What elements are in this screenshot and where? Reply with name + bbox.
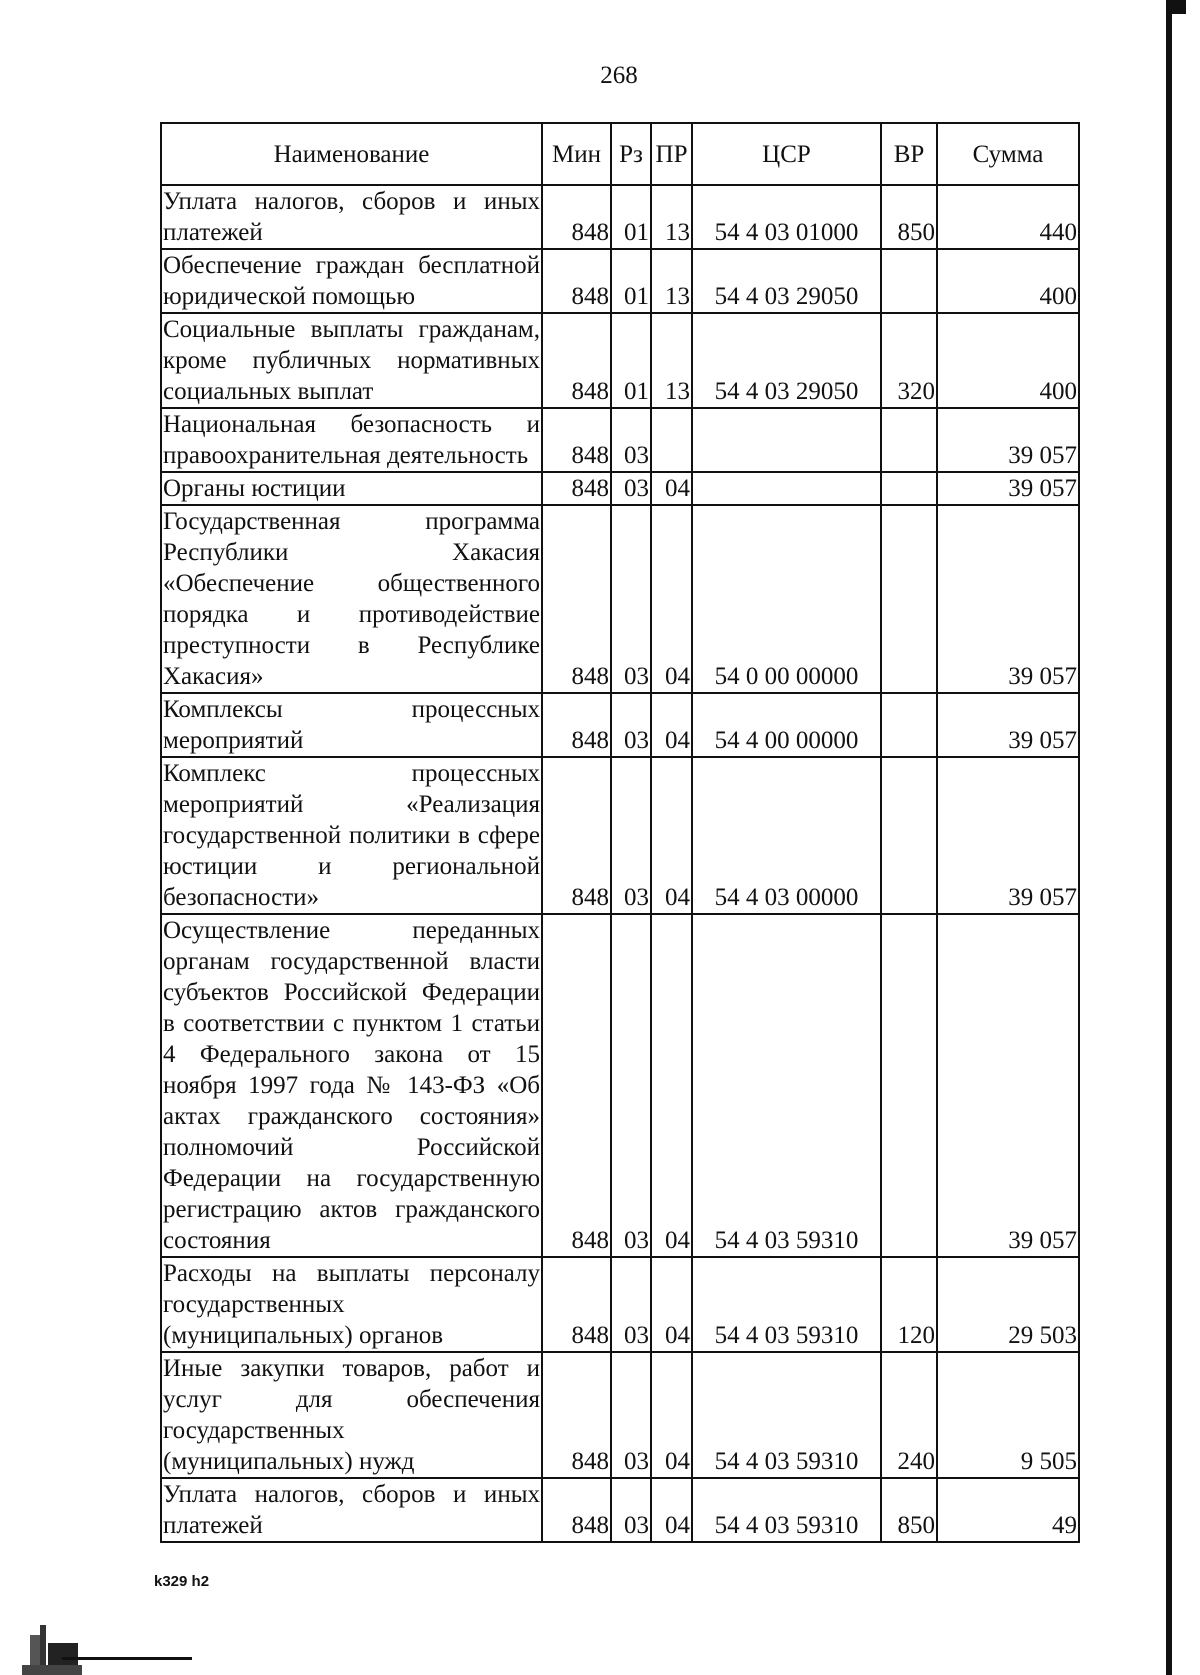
table-row xyxy=(161,1352,1079,1478)
row-rz: 03 xyxy=(611,693,651,757)
row-sum: 39 057 xyxy=(937,693,1079,757)
table-row xyxy=(161,914,1079,1257)
row-csr: 54 4 03 59310 xyxy=(692,1478,881,1542)
row-name: Иные закупки товаров, работ и услуг для обеспечения государственных (муниципальных) нужд xyxy=(161,1352,542,1478)
row-sum: 29 503 xyxy=(937,1257,1079,1352)
row-vr xyxy=(881,914,937,1257)
row-csr: 54 4 03 59310 xyxy=(692,1352,881,1478)
row-pr: 04 xyxy=(651,693,692,757)
table-row xyxy=(161,1257,1079,1352)
row-vr xyxy=(881,757,937,914)
row-csr xyxy=(692,472,881,505)
row-sum: 39 057 xyxy=(937,408,1079,472)
header-name: Наименование xyxy=(161,123,542,185)
row-pr: 13 xyxy=(651,185,692,249)
row-vr xyxy=(881,693,937,757)
row-pr: 04 xyxy=(651,505,692,693)
table-row xyxy=(161,249,1079,313)
row-name: Уплата налогов, сборов и иных платежей xyxy=(161,1478,542,1542)
row-rz: 03 xyxy=(611,1257,651,1352)
row-min: 848 xyxy=(542,408,611,472)
row-name: Национальная безопасность и правоохранительная деятельность xyxy=(161,408,542,472)
row-name: Социальные выплаты гражданам, кроме публичных нормативных социальных выплат xyxy=(161,313,542,408)
table-row xyxy=(161,472,1079,505)
row-vr xyxy=(881,249,937,313)
row-min: 848 xyxy=(542,1478,611,1542)
table-row xyxy=(161,408,1079,472)
row-vr xyxy=(881,472,937,505)
row-name: Органы юстиции xyxy=(161,472,542,505)
row-pr: 04 xyxy=(651,757,692,914)
row-sum: 39 057 xyxy=(937,757,1079,914)
row-name: Государственная программа Республики Хакасия «Обеспечение общественного порядка и противодействие преступности в Республике Хакасия» xyxy=(161,505,542,693)
row-pr: 04 xyxy=(651,1352,692,1478)
row-rz: 03 xyxy=(611,505,651,693)
row-csr: 54 4 03 00000 xyxy=(692,757,881,914)
table-row xyxy=(161,1478,1079,1542)
row-sum: 39 057 xyxy=(937,505,1079,693)
budget-table xyxy=(160,122,1080,1543)
scan-edge-cap xyxy=(1166,0,1186,14)
row-vr: 120 xyxy=(881,1257,937,1352)
row-vr xyxy=(881,505,937,693)
row-rz: 01 xyxy=(611,313,651,408)
row-rz: 03 xyxy=(611,472,651,505)
row-min: 848 xyxy=(542,472,611,505)
row-sum: 39 057 xyxy=(937,914,1079,1257)
row-pr: 04 xyxy=(651,1257,692,1352)
row-min: 848 xyxy=(542,505,611,693)
header-min: Мин xyxy=(542,123,611,185)
row-min: 848 xyxy=(542,313,611,408)
header-pr: ПР xyxy=(651,123,692,185)
header-rz: Рз xyxy=(611,123,651,185)
row-rz: 03 xyxy=(611,914,651,1257)
row-pr: 13 xyxy=(651,249,692,313)
row-name: Уплата налогов, сборов и иных платежей xyxy=(161,185,542,249)
row-name: Осуществление переданных органам государственной власти субъектов Российской Федерации в соответствии с пунктом 1 статьи 4 Федерального закона от 15 ноября 1997 года № 143-ФЗ «Об актах гражданского состояния» полномочий Российской Федерации на государственную регистрацию актов гражданского состояния xyxy=(161,914,542,1257)
row-min: 848 xyxy=(542,757,611,914)
row-vr: 850 xyxy=(881,1478,937,1542)
row-csr: 54 0 00 00000 xyxy=(692,505,881,693)
header-csr: ЦСР xyxy=(692,123,881,185)
row-vr: 320 xyxy=(881,313,937,408)
document-code: k329 h2 xyxy=(154,1573,210,1590)
row-min: 848 xyxy=(542,249,611,313)
row-rz: 01 xyxy=(611,185,651,249)
table-row xyxy=(161,313,1079,408)
row-vr xyxy=(881,408,937,472)
row-min: 848 xyxy=(542,1257,611,1352)
row-min: 848 xyxy=(542,185,611,249)
row-pr xyxy=(651,408,692,472)
row-vr: 850 xyxy=(881,185,937,249)
row-sum: 49 xyxy=(937,1478,1079,1542)
row-sum: 9 505 xyxy=(937,1352,1079,1478)
scan-edge-bar xyxy=(1166,0,1172,1675)
row-rz: 03 xyxy=(611,408,651,472)
table-row xyxy=(161,693,1079,757)
row-pr: 04 xyxy=(651,472,692,505)
row-min: 848 xyxy=(542,693,611,757)
table-row xyxy=(161,505,1079,693)
row-name: Обеспечение граждан бесплатной юридической помощью xyxy=(161,249,542,313)
row-csr: 54 4 03 29050 xyxy=(692,313,881,408)
row-rz: 03 xyxy=(611,1478,651,1542)
row-csr: 54 4 03 59310 xyxy=(692,914,881,1257)
header-vr: ВР xyxy=(881,123,937,185)
row-min: 848 xyxy=(542,914,611,1257)
row-csr: 54 4 00 00000 xyxy=(692,693,881,757)
row-sum: 39 057 xyxy=(937,472,1079,505)
row-name: Комплексы процессных мероприятий xyxy=(161,693,542,757)
scan-corner-mark xyxy=(22,1595,192,1675)
row-name: Комплекс процессных мероприятий «Реализация государственной политики в сфере юстиции и региональной безопасности» xyxy=(161,757,542,914)
row-csr xyxy=(692,408,881,472)
row-pr: 04 xyxy=(651,1478,692,1542)
row-rz: 03 xyxy=(611,757,651,914)
row-csr: 54 4 03 59310 xyxy=(692,1257,881,1352)
row-csr: 54 4 03 01000 xyxy=(692,185,881,249)
row-sum: 440 xyxy=(937,185,1079,249)
row-pr: 13 xyxy=(651,313,692,408)
row-sum: 400 xyxy=(937,313,1079,408)
table-header-row xyxy=(161,123,1079,185)
row-csr: 54 4 03 29050 xyxy=(692,249,881,313)
row-rz: 03 xyxy=(611,1352,651,1478)
table-row xyxy=(161,185,1079,249)
row-vr: 240 xyxy=(881,1352,937,1478)
row-min: 848 xyxy=(542,1352,611,1478)
row-rz: 01 xyxy=(611,249,651,313)
header-sum: Сумма xyxy=(937,123,1079,185)
row-pr: 04 xyxy=(651,914,692,1257)
table-row xyxy=(161,757,1079,914)
page-number: 268 xyxy=(600,62,638,89)
row-name: Расходы на выплаты персоналу государственных (муниципальных) органов xyxy=(161,1257,542,1352)
row-sum: 400 xyxy=(937,249,1079,313)
